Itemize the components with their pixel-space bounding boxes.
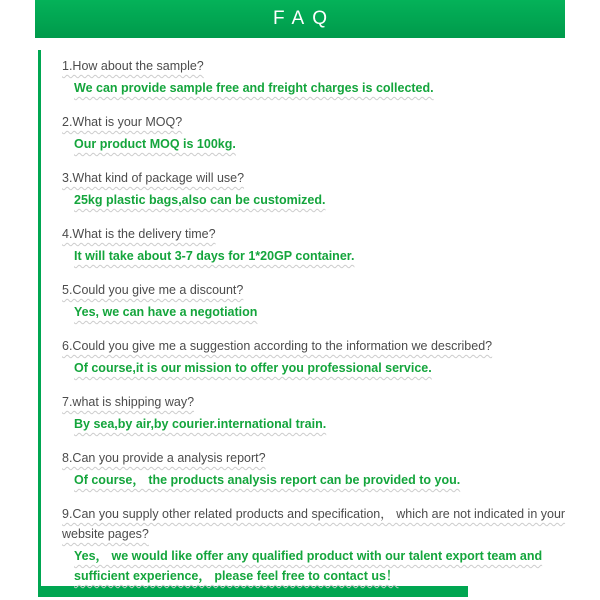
faq-question [62,168,570,188]
faq-answer-text: We can provide sample free and freight charges is collected. [74,81,434,95]
faq-question [62,280,570,300]
faq-answer-text: Of course,it is our mission to offer you professional service. [74,361,432,375]
faq-item [62,336,570,378]
faq-question-text: 5.Could you give me a discount? [62,283,244,297]
faq-answer-text: 25kg plastic bags,also can be customized. [74,193,326,207]
faq-answer [74,414,570,434]
faq-answer-text: Yes, we can have a negotiation [74,305,258,319]
faq-answer [74,78,570,98]
page-title: FAQ [272,8,335,29]
faq-item [62,112,570,154]
faq-question-text: 6.Could you give me a suggestion according to the information we described? [62,339,493,353]
faq-answer-text: Yes， we would like offer any qualified product with our talent export team and sufficient experience， please feel free to contact us！ [74,549,543,583]
faq-item [62,504,570,586]
faq-question-text: 3.What kind of package will use? [62,171,245,185]
faq-question [62,224,570,244]
faq-answer [74,302,570,322]
left-accent-stripe [38,50,41,597]
faq-question [62,56,570,76]
faq-question-text: 1.How about the sample? [62,59,204,73]
faq-list [62,56,570,600]
faq-answer [74,190,570,210]
faq-question [62,112,570,132]
faq-item [62,392,570,434]
faq-question-text: 2.What is your MOQ? [62,115,183,129]
faq-answer-text: It will take about 3-7 days for 1*20GP container. [74,249,355,263]
faq-question-text: 7.what is shipping way? [62,395,195,409]
faq-item [62,280,570,322]
faq-answer [74,134,570,154]
faq-question-text: 4.What is the delivery time? [62,227,216,241]
faq-answer [74,470,570,490]
faq-question [62,448,570,468]
faq-question-text: 8.Can you provide a analysis report? [62,451,266,465]
faq-question [62,504,570,544]
faq-item [62,448,570,490]
faq-header [35,0,565,38]
faq-item [62,56,570,98]
faq-answer-text: Our product MOQ is 100kg. [74,137,236,151]
faq-answer [74,358,570,378]
faq-answer-text: Of course， the products analysis report can be provided to you. [74,473,461,487]
faq-question-text: 9.Can you supply other related products and specification， which are not indicated in your website pages? [62,507,566,541]
faq-answer [74,546,570,586]
faq-answer-text: By sea,by air,by courier.international train. [74,417,327,431]
faq-item [62,168,570,210]
faq-answer [74,246,570,266]
faq-question [62,336,570,356]
faq-question [62,392,570,412]
faq-item [62,224,570,266]
